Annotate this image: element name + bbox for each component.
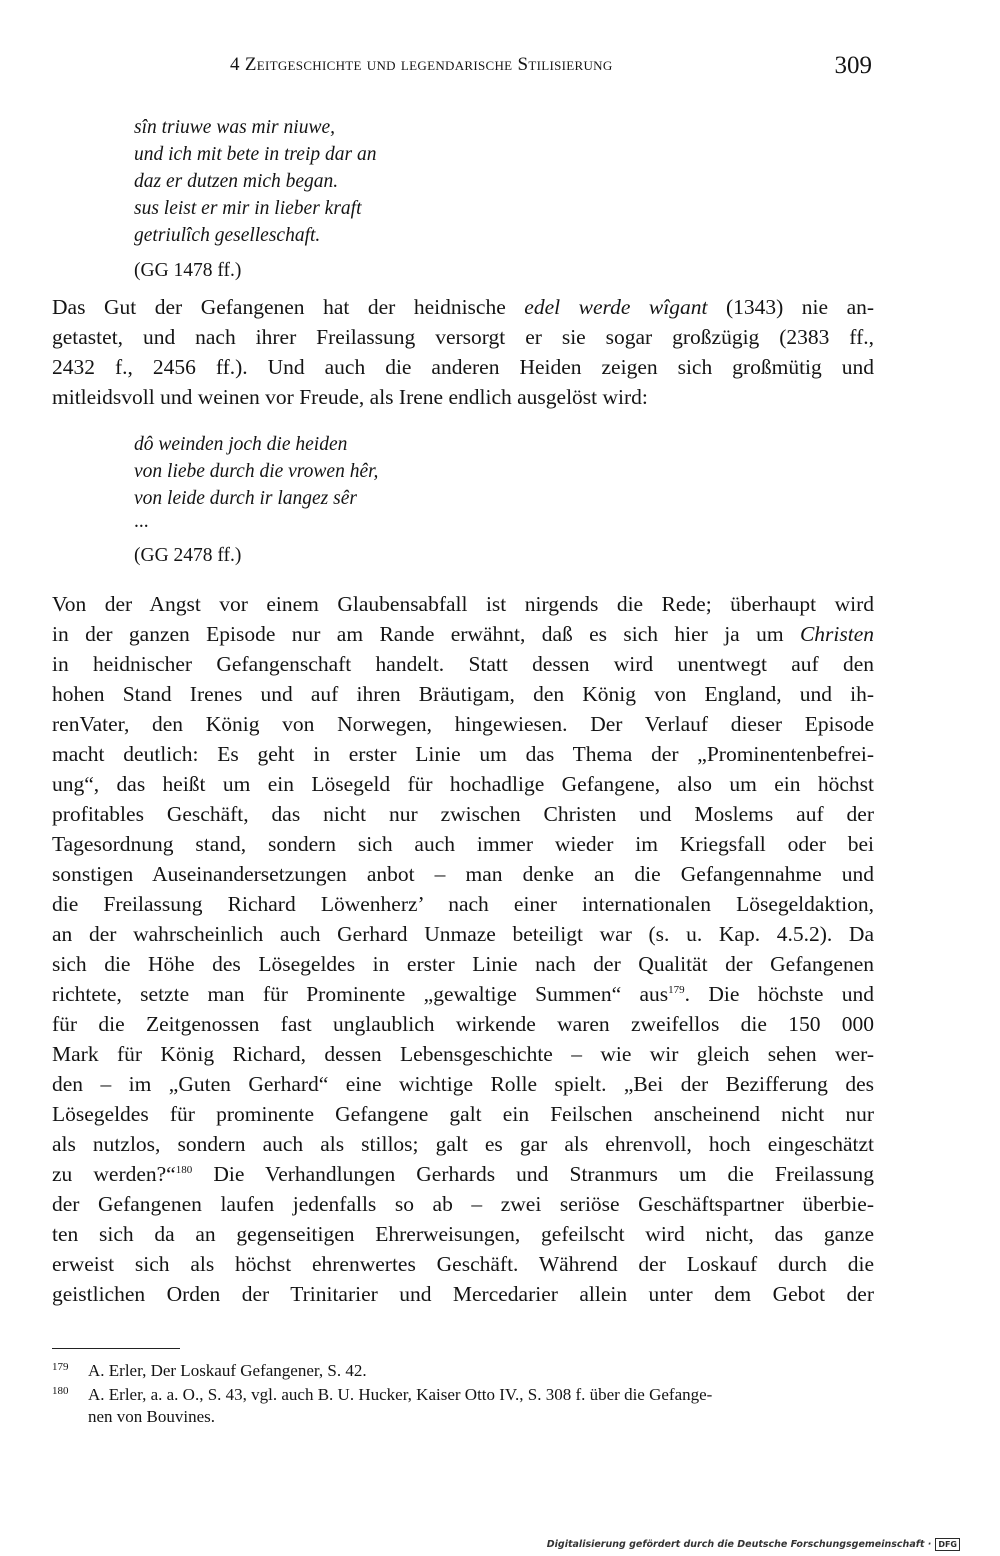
text-line: der Gefangenen laufen jedenfalls so ab – zwei seriöse Geschäftspartner überbie- xyxy=(52,1192,874,1216)
text-line: profitables Geschäft, das nicht nur zwischen Christen und Moslems auf der xyxy=(52,802,874,826)
footnote-text-continued: nen von Bouvines. xyxy=(88,1407,216,1426)
digitization-credit xyxy=(547,1538,960,1551)
footnote-ref-180[interactable]: 180 xyxy=(175,1163,193,1176)
italic-phrase: edel werde wîgant xyxy=(524,295,708,319)
text-line: mitleidsvoll und weinen vor Freude, als Irene endlich ausgelöst wird: xyxy=(52,385,648,409)
text-line: in der ganzen Episode nur am Rande erwähnt, daß es sich hier ja um Christen xyxy=(52,622,875,646)
text-line: Tagesordnung stand, sondern sich auch immer wieder im Kriegsfall oder bei xyxy=(52,832,874,856)
verse-line: sus leist er mir in lieber kraft xyxy=(134,198,362,219)
text-line: Das Gut der Gefangenen hat der heidnische edel werde wîgant (1343) nie an- xyxy=(52,295,875,319)
verse-line: von leide durch ir langez sêr xyxy=(134,488,357,509)
footnote-separator xyxy=(52,1348,180,1349)
footnote-ref-179[interactable]: 179 xyxy=(668,983,685,996)
text-line: Mark für König Richard, dessen Lebensgeschichte – wie wir gleich sehen wer- xyxy=(52,1042,874,1066)
italic-phrase: Christen xyxy=(799,622,875,646)
verse-line: dô weinden joch die heiden xyxy=(134,434,348,455)
text-line: macht deutlich: Es geht in erster Linie um das Thema der „Prominentenbefrei- xyxy=(52,742,874,766)
text-line: als nutzlos, sondern auch als stillos; galt es gar als ehrenvoll, hoch eingeschätzt xyxy=(52,1132,874,1156)
text-line: an der wahrscheinlich auch Gerhard Unmaze beteiligt war (s. u. Kap. 4.5.2). Da xyxy=(52,922,874,946)
paragraph-2 xyxy=(52,589,874,1309)
text-line: ung“, das heißt um ein Lösegeld für hochadlige Gefangene, also um ein höchst xyxy=(52,772,874,796)
dfg-logo: DFG xyxy=(935,1538,960,1551)
text-line: hohen Stand Irenes und auf ihren Bräutigam, den König von England, und ih- xyxy=(52,682,874,706)
verse-line: sîn triuwe was mir niuwe, xyxy=(134,117,335,138)
text-line: sonstigen Auseinandersetzungen anbot – man denke an die Gefangennahme und xyxy=(52,862,874,886)
verse-line: daz er dutzen mich began. xyxy=(134,171,339,192)
verse-line: und ich mit bete in treip dar an xyxy=(134,144,377,165)
text-line: 2432 f., 2456 ff.). Und auch die anderen Heiden zeigen sich großmütig und xyxy=(52,355,874,379)
page-number: 309 xyxy=(834,52,872,79)
footnote-number: 180 xyxy=(52,1385,69,1397)
text-line: für die Zeitgenossen fast unglaublich wirkende waren zweifellos die 150 000 xyxy=(52,1012,874,1036)
footnote-number: 179 xyxy=(52,1361,69,1373)
verse-quote-2 xyxy=(134,431,378,569)
text-line: sich die Höhe des Lösegeldes in erster Linie nach der Qualität der Gefangenen xyxy=(52,952,874,976)
text-line: richtete, setzte man für Prominente „gewaltige Summen“ aus$^{179}$. Die höchste und xyxy=(52,982,875,1006)
credit-text: Digitalisierung gefördert durch die Deutsche Forschungsgemeinschaft · xyxy=(546,1539,932,1550)
verse-line: getriulîch geselleschaft. xyxy=(134,225,321,246)
text-line: Von der Angst vor einem Glaubensabfall ist nirgends die Rede; überhaupt wird xyxy=(52,592,874,616)
text-line: geistlichen Orden der Trinitarier und Mercedarier allein unter dem Gebot der xyxy=(52,1282,874,1306)
text-line: ten sich da an gegenseitigen Ehrerweisungen, gefeilscht wird nicht, das ganze xyxy=(52,1222,874,1246)
text-line: den – im „Guten Gerhard“ eine wichtige Rolle spielt. „Bei der Bezifferung des xyxy=(52,1072,874,1096)
text-line: renVater, den König von Norwegen, hingewiesen. Der Verlauf dieser Episode xyxy=(52,712,874,736)
verse-reference: (GG 1478 ff.) xyxy=(134,260,242,281)
verse-reference: (GG 2478 ff.) xyxy=(134,545,242,566)
footnote-179 xyxy=(52,1360,874,1382)
running-head xyxy=(230,54,613,76)
paragraph-1 xyxy=(52,292,874,412)
verse-quote-1 xyxy=(134,114,376,284)
footnote-180 xyxy=(52,1384,874,1428)
text-line: erweist sich als höchst ehrenwertes Geschäft. Während der Loskauf durch die xyxy=(52,1252,874,1276)
running-title: 4 Zeitgeschichte und legendarische Stilisierung xyxy=(230,54,613,75)
text-line: zu werden?“$^{180}$ Die Verhandlungen Gerhards und Stranmurs um die Freilassung xyxy=(52,1162,874,1186)
verse-ellipsis: ... xyxy=(134,511,149,532)
footnote-text: A. Erler, a. a. O., S. 43, vgl. auch B. U. Hucker, Kaiser Otto IV., S. 308 f. über die Gefange- xyxy=(88,1385,713,1404)
text-line: Lösegeldes für prominente Gefangene galt ein Feilschen anscheinend nicht nur xyxy=(52,1102,874,1126)
verse-line: von liebe durch die vrowen hêr, xyxy=(134,461,379,482)
text-line: getastet, und nach ihrer Freilassung versorgt er sie sogar großzügig (2383 ff., xyxy=(52,325,874,349)
footnote-text: A. Erler, Der Loskauf Gefangener, S. 42. xyxy=(88,1361,367,1380)
text-line: in heidnischer Gefangenschaft handelt. Statt dessen wird unentwegt auf den xyxy=(52,652,874,676)
text-line: die Freilassung Richard Löwenherz’ nach einer internationalen Lösegeldaktion, xyxy=(52,892,874,916)
